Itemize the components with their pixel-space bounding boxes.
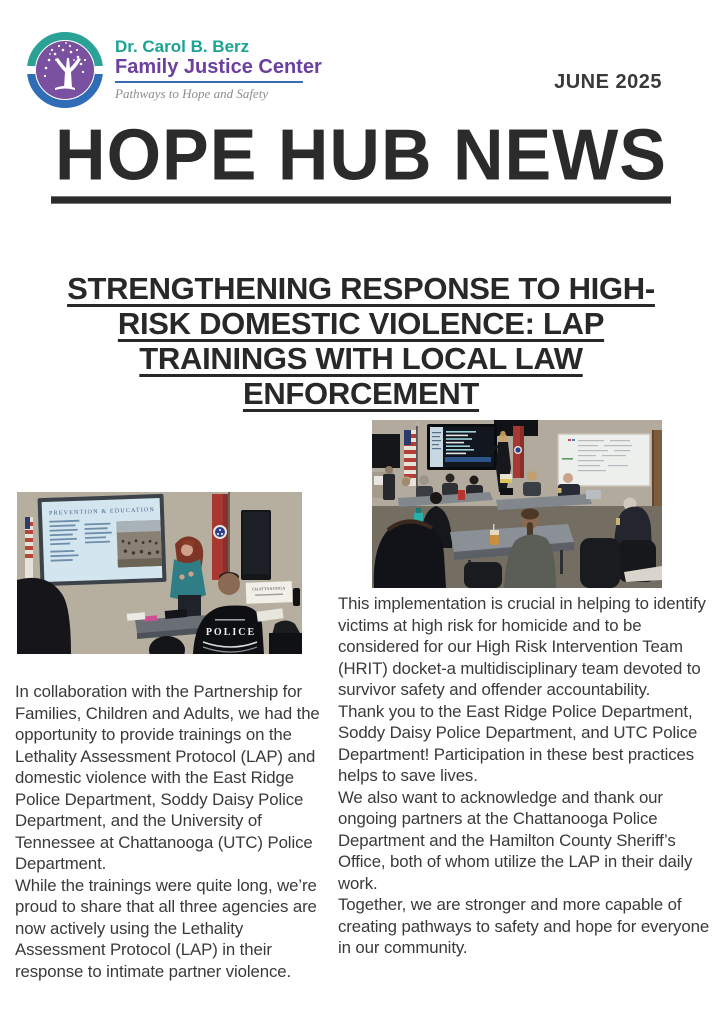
article-headline xyxy=(14,271,708,411)
article-column-right xyxy=(338,593,718,959)
headline-line: TRAININGS WITH LOCAL LAW xyxy=(139,341,583,376)
org-logo xyxy=(25,30,322,110)
org-tagline: Pathways to Hope and Safety xyxy=(115,86,269,102)
headline-line: ENFORCEMENT xyxy=(242,376,480,411)
paragraph: This implementation is crucial in helping to identify victims at high risk for homicide and to be considered for our High Risk Intervention Team (HRIT) docket-a multidisciplinary team devoted to survivor safety and offender accountability. xyxy=(338,594,706,699)
tree-logo-icon xyxy=(25,30,105,110)
org-name-line1: Dr. Carol B. Berz xyxy=(115,36,250,56)
paragraph: While the trainings were quite long, we’re proud to share that all three agencies are now actively using the Lethality Assessment Protocol (LAP) in their response to intimate partner violence. xyxy=(15,875,317,981)
training-photo-classroom xyxy=(372,420,662,588)
slide-title: PREVENTION & EDUCATION xyxy=(48,507,156,517)
logo-divider xyxy=(115,81,303,83)
masthead xyxy=(0,114,722,202)
masthead-title: HOPE HUB NEWS xyxy=(51,118,671,203)
training-photo-presenter xyxy=(17,492,302,654)
wall-sign: CHATTANOOGA xyxy=(252,585,286,592)
article-column-left xyxy=(15,681,337,982)
headline-line: STRENGTHENING RESPONSE TO HIGH- xyxy=(67,271,655,306)
headline-line: RISK DOMESTIC VIOLENCE: LAP xyxy=(117,306,605,341)
paragraph: We also want to acknowledge and thank our ongoing partners at the Chattanooga Police Department and the Hamilton County Sheriff’s Office, both of whom utilize the LAP in their daily work. xyxy=(338,787,693,893)
paragraph: Together, we are stronger and more capable of creating pathways to safety and hope for everyone in our community. xyxy=(338,895,710,957)
org-name-line2: Family Justice Center xyxy=(115,56,322,79)
issue-date: JUNE 2025 xyxy=(554,71,662,93)
paragraph: Thank you to the East Ridge Police Department, Soddy Daisy Police Department, and UTC Police Department! Participation in these best practices helps to save lives. xyxy=(338,701,698,785)
police-shirt-text: POLICE xyxy=(205,627,257,638)
paragraph: In collaboration with the Partnership for Families, Children and Adults, we had the opportunity to provide trainings on the Lethality Assessment Protocol (LAP) and domestic violence with the East Ridge Police Department, Soddy Daisy Police Department, and the University of Tennessee at Chattanooga (UTC) Police Department. xyxy=(15,682,320,873)
